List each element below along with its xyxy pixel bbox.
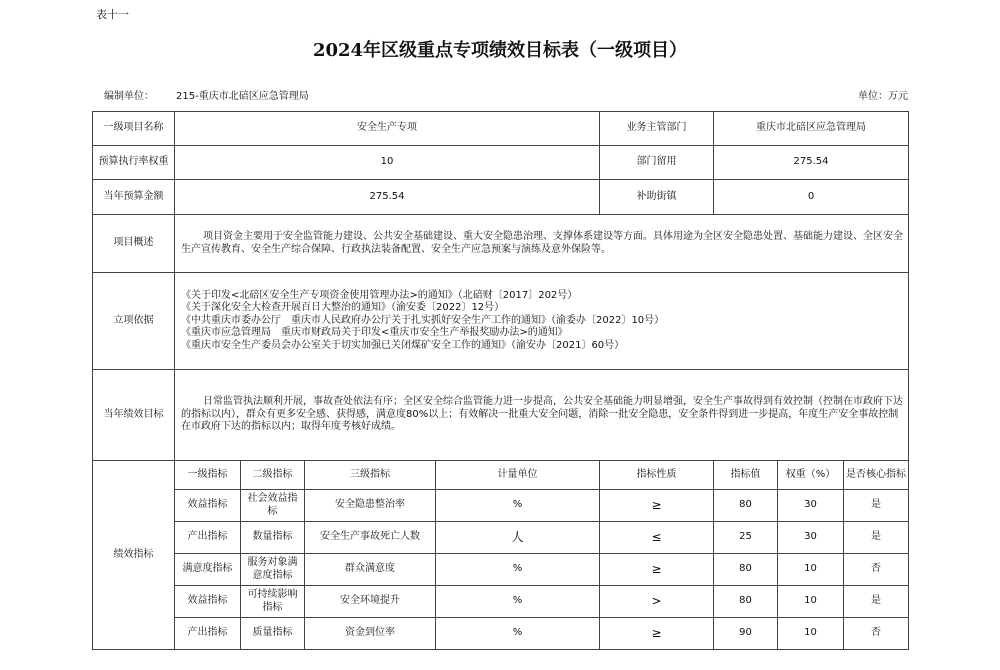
cell-nature: ≥ <box>600 490 714 522</box>
table-row <box>93 522 909 554</box>
cell-weight: 10 <box>778 618 844 650</box>
cell-core: 否 <box>844 554 909 586</box>
cell-level1: 满意度指标 <box>175 554 241 586</box>
page-title: 2024年区级重点专项绩效目标表（一级项目） <box>312 40 688 61</box>
cell-level1: 产出指标 <box>175 522 241 554</box>
basis-item: 《重庆市安全生产委员会办公室关于切实加强已关闭煤矿安全工作的通知》（渝安办〔2021〕60号） <box>181 339 625 351</box>
col-header-level3: 三级指标 <box>305 461 436 490</box>
basis-item: 《关于深化安全大检查开展百日大整治的通知》（渝安委〔2022〕12号） <box>181 302 505 314</box>
overview-text-cell <box>175 215 909 273</box>
overview-label: 项目概述 <box>93 215 175 273</box>
basis-item: 《中共重庆市委办公厅 重庆市人民政府办公厅关于扎实抓好安全生产工作的通知》（渝委办〔2022〕10号） <box>181 314 665 326</box>
col-header-weight: 权重（%） <box>778 461 844 490</box>
cell-core: 是 <box>844 586 909 618</box>
cell-level3: 群众满意度 <box>305 554 436 586</box>
cell-weight: 30 <box>778 522 844 554</box>
info-row-2 <box>93 146 909 180</box>
budget-label: 当年预算金额 <box>93 180 175 215</box>
basis-list <box>175 273 909 370</box>
basis-item: 《关于印发<北碚区安全生产专项资金使用管理办法>的通知》（北碚财〔2017〕202号） <box>181 289 578 301</box>
indicators-label: 绩效指标 <box>93 461 175 650</box>
cell-nature: > <box>600 586 714 618</box>
col-header-level2: 二级指标 <box>241 461 305 490</box>
col-header-nature: 指标性质 <box>600 461 714 490</box>
cell-value: 80 <box>714 490 778 522</box>
org-label: 编制单位： <box>104 91 154 102</box>
budget-value: 275.54 <box>175 180 600 215</box>
dept-value: 重庆市北碚区应急管理局 <box>714 112 909 146</box>
overview-text: 项目资金主要用于安全监管能力建设、公共安全基础建设、重大安全隐患治理、支撑体系建设等方面。具体用途为全区安全隐患处置、基础能力建设、全区安全生产宣传教育、安全生产综合保障、行政执法装备配置、安全生产应急预案与演练及意外保险等。 <box>181 231 903 255</box>
cell-level2: 服务对象满意度指标 <box>241 554 305 586</box>
goal-text-cell <box>175 370 909 461</box>
table-row <box>93 554 909 586</box>
cell-nature: ≥ <box>600 554 714 586</box>
weight-value: 10 <box>175 146 600 180</box>
info-row-1 <box>93 112 909 146</box>
cell-level2: 质量指标 <box>241 618 305 650</box>
cell-weight: 10 <box>778 554 844 586</box>
cell-unit: % <box>436 586 600 618</box>
table-row <box>93 586 909 618</box>
weight-label: 预算执行率权重 <box>93 146 175 180</box>
cell-weight: 30 <box>778 490 844 522</box>
col-header-core: 是否核心指标 <box>844 461 909 490</box>
cell-unit: 人 <box>436 522 600 554</box>
org-value: 215-重庆市北碚区应急管理局 <box>176 91 309 102</box>
cell-nature: ≤ <box>600 522 714 554</box>
project-name-value: 安全生产专项 <box>175 112 600 146</box>
cell-unit: % <box>436 554 600 586</box>
goal-text: 日常监管执法顺利开展，事故查处依法有序；全区安全综合监管能力进一步提高，公共安全基础能力明显增强，安全生产事故得到有效控制（控制在市政府下达的指标以内），群众有更多安全感、获得感，满意度80%以上；有效解决一批重大安全问题，消除一批安全隐患，安全条件得到进一步提高，年度生产安全事故控制在市政府下达的指标以内；取得年度考核好成绩。 <box>181 396 903 433</box>
cell-level3: 资金到位率 <box>305 618 436 650</box>
basis-row <box>93 273 909 370</box>
cell-core: 是 <box>844 522 909 554</box>
cell-unit: % <box>436 490 600 522</box>
indicator-header-row <box>93 461 909 490</box>
col-header-unit: 计量单位 <box>436 461 600 490</box>
cell-level3: 安全隐患整治率 <box>305 490 436 522</box>
subsidy-label: 补助街镇 <box>600 180 714 215</box>
info-row-3 <box>93 180 909 215</box>
col-header-value: 指标值 <box>714 461 778 490</box>
cell-value: 80 <box>714 586 778 618</box>
overview-row <box>93 215 909 273</box>
cell-core: 否 <box>844 618 909 650</box>
cell-level1: 效益指标 <box>175 490 241 522</box>
col-header-level1: 一级指标 <box>175 461 241 490</box>
unit-label: 单位：万元 <box>858 91 908 102</box>
dept-retain-label: 部门留用 <box>600 146 714 180</box>
basis-label: 立项依据 <box>93 273 175 370</box>
subsidy-value: 0 <box>714 180 909 215</box>
dept-retain-value: 275.54 <box>714 146 909 180</box>
cell-level3: 安全环境提升 <box>305 586 436 618</box>
cell-level1: 效益指标 <box>175 586 241 618</box>
cell-level2: 数量指标 <box>241 522 305 554</box>
performance-goal-table <box>92 111 909 650</box>
project-name-label: 一级项目名称 <box>93 112 175 146</box>
goal-row <box>93 370 909 461</box>
dept-label: 业务主管部门 <box>600 112 714 146</box>
cell-value: 80 <box>714 554 778 586</box>
table-row <box>93 618 909 650</box>
cell-level2: 可持续影响指标 <box>241 586 305 618</box>
cell-level2: 社会效益指标 <box>241 490 305 522</box>
cell-weight: 10 <box>778 586 844 618</box>
cell-core: 是 <box>844 490 909 522</box>
cell-unit: % <box>436 618 600 650</box>
table-row <box>93 490 909 522</box>
cell-value: 90 <box>714 618 778 650</box>
basis-item: 《重庆市应急管理局 重庆市财政局关于印发<重庆市安全生产举报奖励办法>的通知》 <box>181 327 568 339</box>
table-number-label: 表十一 <box>96 8 129 21</box>
cell-level1: 产出指标 <box>175 618 241 650</box>
cell-value: 25 <box>714 522 778 554</box>
goal-label: 当年绩效目标 <box>93 370 175 461</box>
cell-level3: 安全生产事故死亡人数 <box>305 522 436 554</box>
cell-nature: ≥ <box>600 618 714 650</box>
